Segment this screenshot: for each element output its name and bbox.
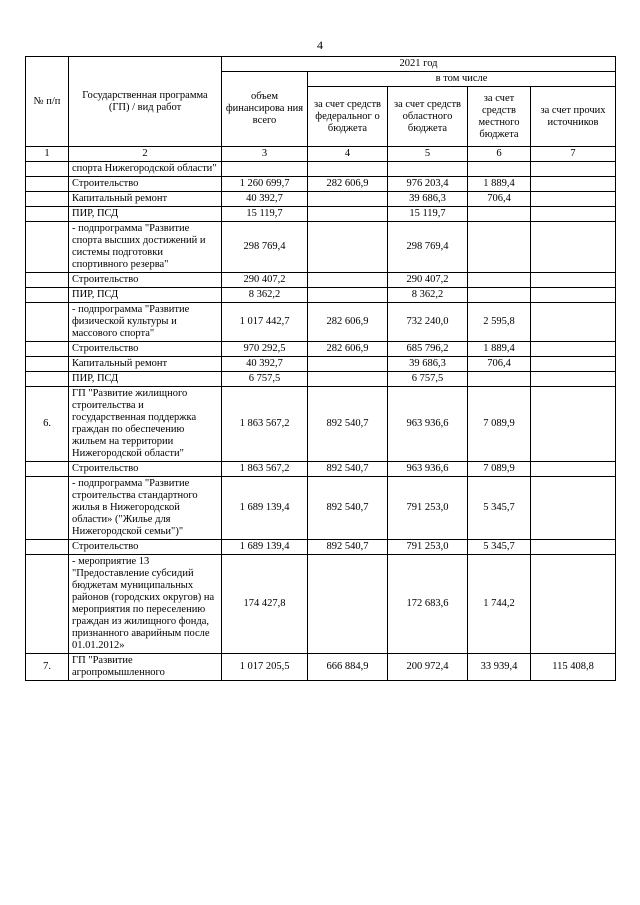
amount-total: 1 260 699,7 bbox=[222, 177, 308, 192]
header-regional: за счет средств областного бюджета bbox=[388, 87, 468, 147]
amount-federal: 282 606,9 bbox=[308, 303, 388, 342]
table-row bbox=[26, 162, 616, 177]
program-name: ГП "Развитие агропромышленного bbox=[69, 654, 222, 681]
amount-regional: 963 936,6 bbox=[388, 387, 468, 462]
amount-other bbox=[531, 540, 616, 555]
amount-federal bbox=[308, 555, 388, 654]
amount-total: 174 427,8 bbox=[222, 555, 308, 654]
program-name: Строительство bbox=[69, 540, 222, 555]
table-row bbox=[26, 288, 616, 303]
program-name: ГП "Развитие жилищного строительства и государственная поддержка граждан по обеспечению жильем на территории Нижегородской области" bbox=[69, 387, 222, 462]
row-number bbox=[26, 177, 69, 192]
amount-other bbox=[531, 162, 616, 177]
amount-federal: 666 884,9 bbox=[308, 654, 388, 681]
header-program: Государственная программа (ГП) / вид работ bbox=[69, 57, 222, 147]
program-name: ПИР, ПСД bbox=[69, 372, 222, 387]
table-row bbox=[26, 357, 616, 372]
amount-local: 1 889,4 bbox=[468, 342, 531, 357]
row-number: 6. bbox=[26, 387, 69, 462]
program-name: ПИР, ПСД bbox=[69, 207, 222, 222]
amount-total: 1 863 567,2 bbox=[222, 462, 308, 477]
amount-regional: 172 683,6 bbox=[388, 555, 468, 654]
amount-local: 7 089,9 bbox=[468, 387, 531, 462]
amount-other bbox=[531, 555, 616, 654]
amount-regional: 39 686,3 bbox=[388, 357, 468, 372]
amount-regional bbox=[388, 162, 468, 177]
amount-total: 970 292,5 bbox=[222, 342, 308, 357]
amount-local: 706,4 bbox=[468, 192, 531, 207]
column-number: 6 bbox=[468, 147, 531, 162]
amount-total: 15 119,7 bbox=[222, 207, 308, 222]
amount-federal: 282 606,9 bbox=[308, 342, 388, 357]
header-row-number: № п/п bbox=[26, 57, 69, 147]
amount-other bbox=[531, 372, 616, 387]
amount-regional: 791 253,0 bbox=[388, 477, 468, 540]
column-number-row bbox=[26, 147, 616, 162]
table-row bbox=[26, 207, 616, 222]
column-number: 7 bbox=[531, 147, 616, 162]
amount-other bbox=[531, 477, 616, 540]
amount-regional: 15 119,7 bbox=[388, 207, 468, 222]
amount-regional: 6 757,5 bbox=[388, 372, 468, 387]
header-year: 2021 год bbox=[222, 57, 616, 72]
amount-federal: 892 540,7 bbox=[308, 462, 388, 477]
row-number: 7. bbox=[26, 654, 69, 681]
amount-federal bbox=[308, 207, 388, 222]
table-row bbox=[26, 177, 616, 192]
amount-total: 6 757,5 bbox=[222, 372, 308, 387]
amount-local: 2 595,8 bbox=[468, 303, 531, 342]
program-name: - подпрограмма "Развитие спорта высших достижений и системы подготовки спортивного резерва" bbox=[69, 222, 222, 273]
column-number: 4 bbox=[308, 147, 388, 162]
amount-total: 1 689 139,4 bbox=[222, 540, 308, 555]
amount-local: 33 939,4 bbox=[468, 654, 531, 681]
amount-other bbox=[531, 462, 616, 477]
header-other: за счет прочих источников bbox=[531, 87, 616, 147]
amount-federal bbox=[308, 357, 388, 372]
amount-federal: 892 540,7 bbox=[308, 387, 388, 462]
program-name: Капитальный ремонт bbox=[69, 192, 222, 207]
row-number bbox=[26, 372, 69, 387]
row-number bbox=[26, 462, 69, 477]
amount-regional: 963 936,6 bbox=[388, 462, 468, 477]
amount-regional: 39 686,3 bbox=[388, 192, 468, 207]
row-number bbox=[26, 357, 69, 372]
amount-local bbox=[468, 288, 531, 303]
row-number bbox=[26, 288, 69, 303]
amount-federal: 892 540,7 bbox=[308, 540, 388, 555]
amount-local bbox=[468, 207, 531, 222]
row-number bbox=[26, 222, 69, 273]
table-row bbox=[26, 303, 616, 342]
amount-other bbox=[531, 357, 616, 372]
program-name: спорта Нижегородской области" bbox=[69, 162, 222, 177]
amount-total: 1 017 205,5 bbox=[222, 654, 308, 681]
program-name: - подпрограмма "Развитие физической культуры и массового спорта" bbox=[69, 303, 222, 342]
amount-total: 40 392,7 bbox=[222, 192, 308, 207]
program-name: Строительство bbox=[69, 177, 222, 192]
header-including: в том числе bbox=[308, 72, 616, 87]
amount-federal bbox=[308, 273, 388, 288]
amount-other bbox=[531, 222, 616, 273]
amount-local: 5 345,7 bbox=[468, 540, 531, 555]
row-number bbox=[26, 162, 69, 177]
row-number bbox=[26, 273, 69, 288]
table-row bbox=[26, 342, 616, 357]
column-number: 3 bbox=[222, 147, 308, 162]
table-row bbox=[26, 387, 616, 462]
table-row bbox=[26, 477, 616, 540]
amount-regional: 298 769,4 bbox=[388, 222, 468, 273]
header-local: за счет средств местного бюджета bbox=[468, 87, 531, 147]
table-row bbox=[26, 540, 616, 555]
column-number: 5 bbox=[388, 147, 468, 162]
program-name: - мероприятие 13 "Предоставление субсидий бюджетам муниципальных районов (городских округов) на мероприятия по переселению граждан из жилищного фонда, признанного аварийным после 01.01.2012» bbox=[69, 555, 222, 654]
amount-federal bbox=[308, 372, 388, 387]
table-row bbox=[26, 222, 616, 273]
program-name: Строительство bbox=[69, 273, 222, 288]
program-name: - подпрограмма "Развитие строительства стандартного жилья в Нижегородской области» ("Жилье для Нижегородской семьи")" bbox=[69, 477, 222, 540]
amount-regional: 732 240,0 bbox=[388, 303, 468, 342]
amount-federal bbox=[308, 288, 388, 303]
table-row bbox=[26, 372, 616, 387]
row-number bbox=[26, 303, 69, 342]
program-name: Строительство bbox=[69, 342, 222, 357]
program-name: ПИР, ПСД bbox=[69, 288, 222, 303]
column-number: 2 bbox=[69, 147, 222, 162]
table-row bbox=[26, 273, 616, 288]
amount-local: 1 889,4 bbox=[468, 177, 531, 192]
amount-total: 1 689 139,4 bbox=[222, 477, 308, 540]
amount-local bbox=[468, 273, 531, 288]
program-name: Капитальный ремонт bbox=[69, 357, 222, 372]
amount-other bbox=[531, 303, 616, 342]
budget-table bbox=[25, 56, 616, 681]
amount-total: 1 017 442,7 bbox=[222, 303, 308, 342]
amount-total: 8 362,2 bbox=[222, 288, 308, 303]
amount-total: 298 769,4 bbox=[222, 222, 308, 273]
amount-other bbox=[531, 288, 616, 303]
amount-federal: 282 606,9 bbox=[308, 177, 388, 192]
amount-regional: 200 972,4 bbox=[388, 654, 468, 681]
amount-local bbox=[468, 162, 531, 177]
amount-federal bbox=[308, 222, 388, 273]
table-row bbox=[26, 555, 616, 654]
header-total: объем финансирова ния всего bbox=[222, 72, 308, 147]
amount-local: 1 744,2 bbox=[468, 555, 531, 654]
amount-total: 40 392,7 bbox=[222, 357, 308, 372]
table-row bbox=[26, 192, 616, 207]
header-federal: за счет средств федеральног о бюджета bbox=[308, 87, 388, 147]
amount-other bbox=[531, 177, 616, 192]
amount-regional: 290 407,2 bbox=[388, 273, 468, 288]
amount-other bbox=[531, 342, 616, 357]
amount-other bbox=[531, 273, 616, 288]
table-row bbox=[26, 654, 616, 681]
amount-total: 1 863 567,2 bbox=[222, 387, 308, 462]
amount-federal: 892 540,7 bbox=[308, 477, 388, 540]
amount-total: 290 407,2 bbox=[222, 273, 308, 288]
row-number bbox=[26, 342, 69, 357]
amount-other: 115 408,8 bbox=[531, 654, 616, 681]
row-number bbox=[26, 477, 69, 540]
amount-other bbox=[531, 387, 616, 462]
column-number: 1 bbox=[26, 147, 69, 162]
amount-local: 706,4 bbox=[468, 357, 531, 372]
amount-federal bbox=[308, 192, 388, 207]
table-row bbox=[26, 462, 616, 477]
row-number bbox=[26, 540, 69, 555]
amount-regional: 685 796,2 bbox=[388, 342, 468, 357]
amount-regional: 791 253,0 bbox=[388, 540, 468, 555]
program-name: Строительство bbox=[69, 462, 222, 477]
row-number bbox=[26, 192, 69, 207]
amount-other bbox=[531, 207, 616, 222]
amount-local: 5 345,7 bbox=[468, 477, 531, 540]
amount-total bbox=[222, 162, 308, 177]
amount-local bbox=[468, 222, 531, 273]
amount-regional: 8 362,2 bbox=[388, 288, 468, 303]
amount-local: 7 089,9 bbox=[468, 462, 531, 477]
amount-regional: 976 203,4 bbox=[388, 177, 468, 192]
page-number: 4 bbox=[317, 38, 323, 52]
amount-federal bbox=[308, 162, 388, 177]
row-number bbox=[26, 555, 69, 654]
amount-other bbox=[531, 192, 616, 207]
row-number bbox=[26, 207, 69, 222]
amount-local bbox=[468, 372, 531, 387]
